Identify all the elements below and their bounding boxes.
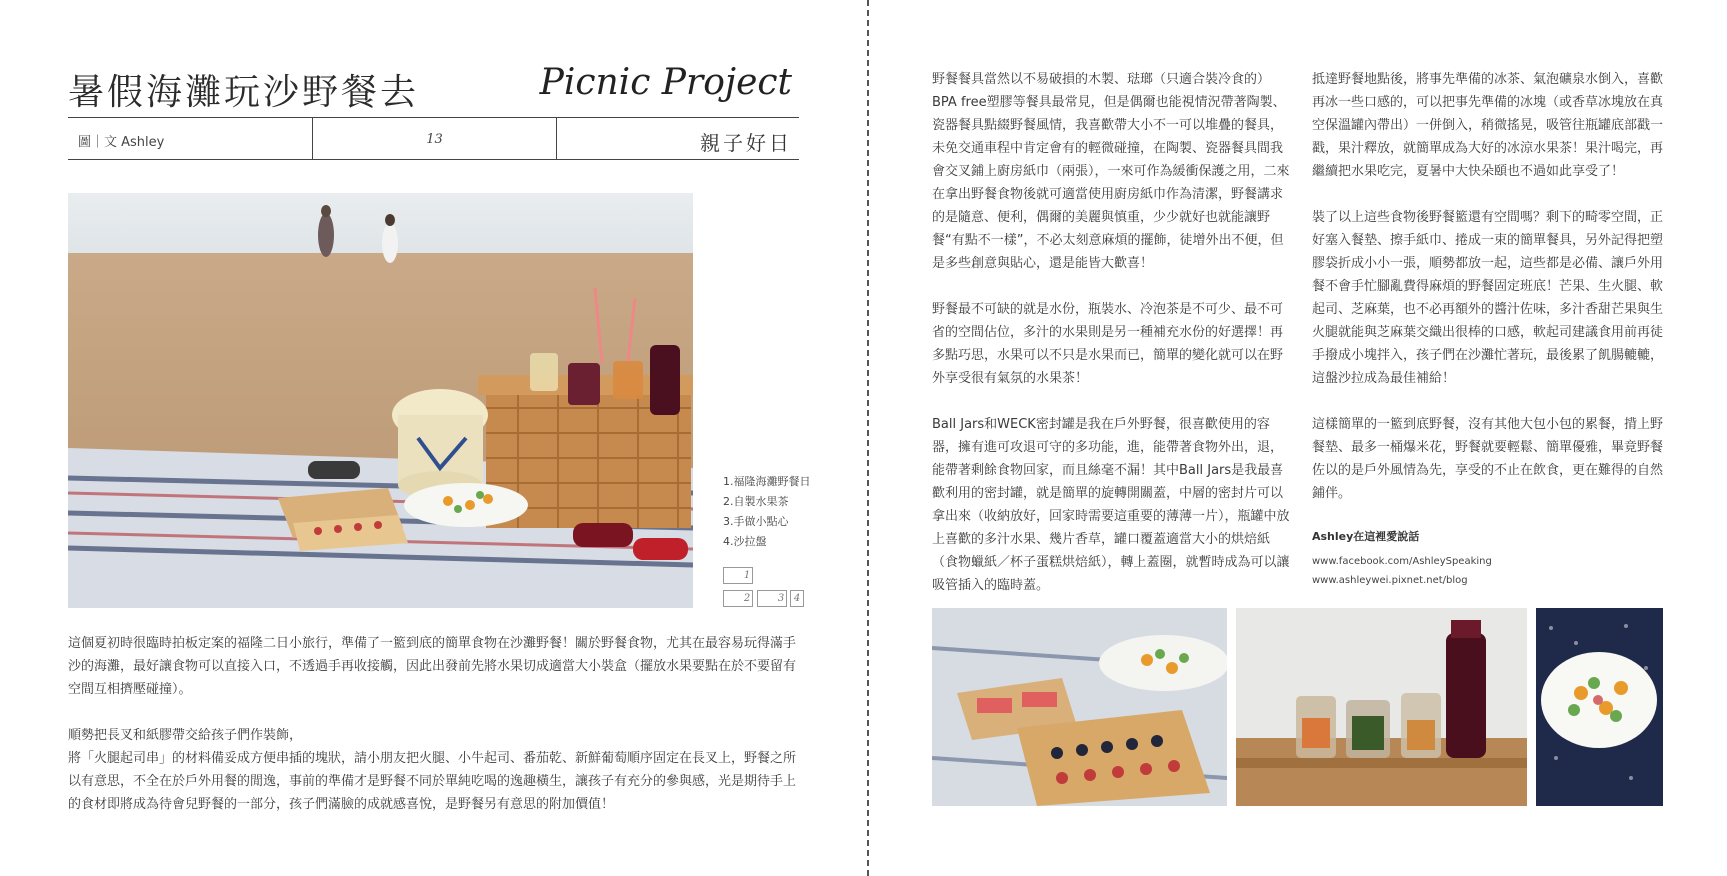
right-col2-paragraph-1: 抵達野餐地點後，將事先準備的冰茶、氣泡礦泉水倒入，喜歡再冰一些口感的，可以把事先準備的冰塊（或香草冰塊放在真空保溫罐內帶出）一併倒入，稍微搖晃，吸管往瓶罐底部戳一戳，果汁釋放，就簡單成為大好的冰涼水果茶！果汁喝完，再繼續把水果吃完，夏暑中大快朵頤也不過如此享受了！ <box>1312 72 1664 179</box>
caption-4: 4.沙拉盤 <box>723 535 767 548</box>
salad-plate-photo <box>1536 608 1663 806</box>
right-column-2 <box>1312 68 1670 528</box>
article-title-chinese: 暑假海灘玩沙野餐去 <box>68 72 420 113</box>
author-credit: 圖｜文 Ashley <box>78 135 165 150</box>
right-col2-paragraph-3: 這樣簡單的一籃到底野餐，沒有其他大包小包的累餐，揹上野餐墊、最多一桶爆米花，野餐就要輕鬆、簡單優雅，畢竟野餐佐以的是戶外風情為先，享受的不止在飲食，更在難得的自然鋪伴。 <box>1312 417 1664 501</box>
blog-link[interactable]: www.ashleywei.pixnet.net/blog <box>1312 575 1468 586</box>
right-col2-paragraph-2: 裝了以上這些食物後野餐籃還有空間嗎？剩下的畸零空間，正好塞入餐墊、擦手紙巾、捲成一束的簡單餐具，另外記得把塑膠袋折成小小一張，順勢都放一起，這些都是必備、讓戶外用餐不會手忙腳亂費得麻煩的野餐固定班底！芒果、生火腿、軟起司、芝麻葉，也不必再額外的醬汁佐味，多汁香甜芒果與生火腿就能與芝麻葉交織出很棒的口感，軟起司建議食用前再徒手撥成小塊拌入，孩子們在沙灘忙著玩，最後累了飢腸轆轆，這盤沙拉成為最佳補給！ <box>1312 210 1664 386</box>
right-col1-paragraph-1: 野餐餐具當然以不易破損的木製、琺瑯（只適合裝冷食的）BPA free塑膠等餐具最常見，但是偶爾也能視情況帶著陶製、瓷器餐具點綴野餐風情，我喜歡帶大小不一可以堆疊的餐具，未免交通車程中肯定會有的輕微碰撞，在陶製、瓷器餐具間我會交叉鋪上廚房紙巾（兩張），一來可作為緩衝保護之用，二來在拿出野餐食物後就可適當使用廚房紙巾作為清潔，野餐講求的是隨意、便利，偶爾的美麗與慎重，少少就好也就能讓野餐“有點不一樣”，不必太刻意麻煩的擺飾，徒增外出不便，但是多些創意與貼心，還是能皆大歡喜！ <box>932 72 1290 271</box>
fruit-skewers-photo <box>932 608 1227 806</box>
signature-name: Ashley在這裡愛說話 <box>1312 530 1420 543</box>
main-picnic-photo <box>68 193 693 608</box>
header-rule-top <box>68 117 799 118</box>
facebook-link[interactable]: www.facebook.com/AshleySpeaking <box>1312 556 1492 567</box>
left-paragraph-1: 這個夏初時很臨時拍板定案的福隆二日小旅行，準備了一籃到底的簡單食物在沙灘野餐！關於野餐食物，尤其在最容易玩得滿手沙的海灘，最好讓食物可以直接入口，不透過手再收接觸，因此出發前先將水果切成適當大小裝盒（擺放水果要點在於不要留有空間互相擠壓碰撞）。 <box>68 636 797 697</box>
author-signature <box>1312 528 1670 590</box>
page-spine-divider <box>867 0 869 876</box>
left-paragraph-2: 順勢把長叉和紙膠帶交給孩子們作裝飾， 將「火腿起司串」的材料備妥成方便串插的塊狀，請小朋友把火腿、小牛起司、番茄乾、新鮮葡萄順序固定在長叉上，野餐之所以有意思，不全在於戶外用餐的閒逸，事前的準備才是野餐不同於單純吃喝的逸趣橫生，讓孩子有充分的參與感，光是期待手上的食材即將成為待會兒野餐的一部分，孩子們滿臉的成就感喜悅，是野餐另有意思的附加價值！ <box>68 728 797 812</box>
caption-2: 2.自製水果茶 <box>723 495 789 508</box>
picnic-basket-illustration <box>68 193 693 608</box>
right-col1-paragraph-2: 野餐最不可缺的就是水份，瓶裝水、冷泡茶是不可少、最不可省的空間佔位，多汁的水果則是另一種補充水份的好選擇！再多點巧思，水果可以不只是水果而已，簡單的變化就可以在野外享受很有氣氛的水果茶！ <box>932 302 1284 386</box>
right-col1-paragraph-3: Ball Jars和WECK密封罐是我在戶外野餐，很喜歡使用的容器，擁有進可攻退可守的多功能，進，能帶著食物外出，退，能帶著剩餘食物回家，而且絲毫不漏！其中Ball Jars是我最喜歡利用的密封罐，就是簡單的旋轉開關蓋，中層的密封片可以拿出來（收納放好，回家時需要這重要的薄薄一片），瓶罐中放上喜歡的多汁水果、幾片香草，罐口覆蓋適當大小的烘焙紙（食物蠟紙／杯子蛋糕烘焙紙），轉上蓋圈，就暫時成為可以讓吸管插入的臨時蓋。 <box>932 417 1290 593</box>
photo-captions <box>723 472 811 552</box>
fruit-tea-jars-photo <box>1236 608 1527 806</box>
article-title-english: Picnic Project <box>539 62 792 103</box>
photo-index-box-2: 2 <box>723 590 753 607</box>
column-name: 親子好日 <box>700 131 792 155</box>
right-column-1 <box>932 68 1290 620</box>
page-number: 13 <box>426 132 443 147</box>
left-body-text <box>68 632 804 839</box>
fruit-skewers-illustration <box>932 608 1227 806</box>
fruit-tea-jars-illustration <box>1236 608 1527 806</box>
photo-index-box-4: 4 <box>790 590 804 607</box>
caption-3: 3.手做小點心 <box>723 515 789 528</box>
caption-1: 1.福隆海灘野餐日 <box>723 475 811 488</box>
header-rule-bottom <box>68 159 799 160</box>
salad-plate-illustration <box>1536 608 1663 806</box>
photo-index-box-3: 3 <box>757 590 787 607</box>
photo-index-box-1: 1 <box>723 567 753 584</box>
